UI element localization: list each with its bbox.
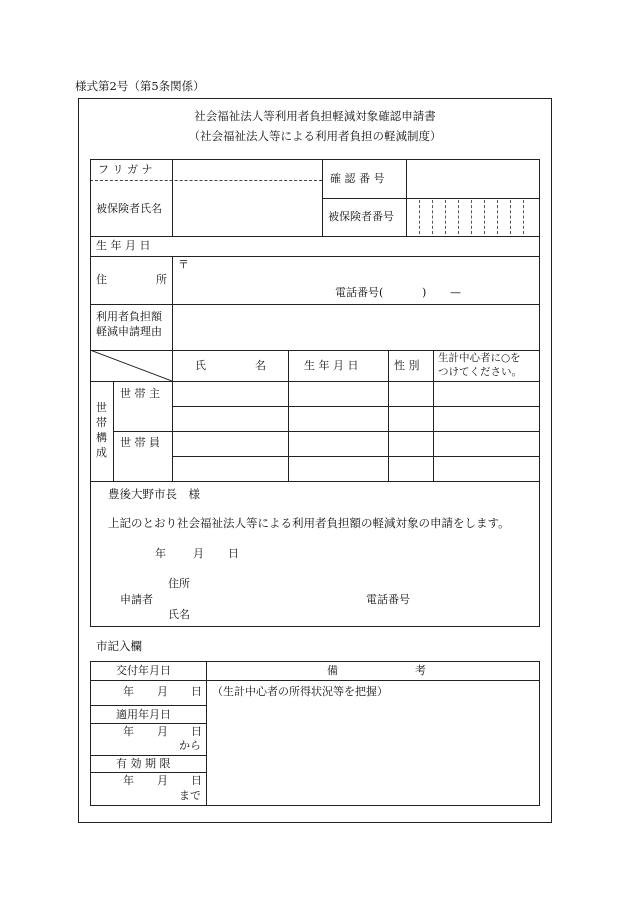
household-vertical-char-1: 世 <box>96 401 107 414</box>
household-vertical-char-2: 帯 <box>96 416 107 429</box>
apply-date-label: 適用年月日 <box>116 708 171 721</box>
household-header-main-line2: つけてください。 <box>438 366 522 378</box>
phone-close-paren: ) <box>422 286 427 299</box>
phone-label: 電話番号( <box>335 286 384 299</box>
household-header-main-line1: 生計中心者に○を <box>438 352 521 364</box>
declaration-statement: 上記のとおり社会福祉法人等による利用者負担額の軽減対象の申請をします。 <box>108 516 510 530</box>
applicant-address-label: 住所 <box>168 577 190 590</box>
form-title: 社会福祉法人等利用者負担軽減対象確認申請書 <box>194 109 436 123</box>
applicant-phone-label: 電話番号 <box>366 593 410 606</box>
declaration-date-month: 月 <box>193 547 204 560</box>
household-header-name-start: 氏 <box>195 359 206 372</box>
household-header-gender: 性 別 <box>394 359 420 372</box>
birthdate-label: 生 年 月 日 <box>96 239 151 252</box>
validity-until: まで <box>179 789 201 802</box>
furigana-label: フ リ ガ ナ <box>98 163 153 176</box>
issue-date-month: 月 <box>157 685 168 698</box>
insured-number-label: 被保険者番号 <box>328 210 394 223</box>
validity-year: 年 <box>123 774 134 787</box>
applicant-label: 申請者 <box>120 593 153 606</box>
address-label-end: 所 <box>156 273 167 286</box>
declaration-date-year: 年 <box>155 547 166 560</box>
addressee: 豊後大野市長 様 <box>108 487 200 501</box>
phone-dash: — <box>450 286 461 299</box>
applicant-name-label: 氏名 <box>168 608 190 621</box>
household-vertical-char-3: 構 <box>96 431 107 444</box>
apply-date-day: 日 <box>191 725 202 738</box>
household-vertical-char-4: 成 <box>96 446 107 459</box>
household-head-label: 世 帯 主 <box>120 387 160 400</box>
reason-label-line1: 利用者負担額 <box>96 310 162 323</box>
issue-date-year: 年 <box>123 685 134 698</box>
apply-date-from: から <box>179 739 201 752</box>
validity-month: 月 <box>157 774 168 787</box>
remarks-label-start: 備 <box>327 664 338 677</box>
household-member-label: 世 帯 員 <box>120 436 160 449</box>
diagonal-corner-cell <box>90 350 172 381</box>
reason-label-line2: 軽減申請理由 <box>96 325 162 338</box>
postal-mark: 〒 <box>178 258 189 271</box>
apply-date-year: 年 <box>123 725 134 738</box>
validity-label: 有 効 期 限 <box>116 757 171 770</box>
remarks-label-end: 考 <box>415 664 426 677</box>
issue-date-label: 交付年月日 <box>116 664 171 677</box>
address-label-start: 住 <box>96 273 107 286</box>
apply-date-month: 月 <box>157 725 168 738</box>
validity-day: 日 <box>191 774 202 787</box>
insured-name-label: 被保険者氏名 <box>96 202 162 215</box>
declaration-date-day: 日 <box>228 547 239 560</box>
remarks-text: （生計中心者の所得状況等を把握） <box>212 685 388 698</box>
household-header-name-end: 名 <box>255 359 266 372</box>
household-header-birthdate: 生 年 月 日 <box>304 359 359 372</box>
form-number-label: 様式第2号（第5条関係） <box>75 79 205 93</box>
form-subtitle: （社会福祉法人等による利用者負担の軽減制度） <box>188 129 442 143</box>
city-section-heading: 市記入欄 <box>96 639 142 653</box>
confirmation-number-label: 確 認 番 号 <box>330 172 385 185</box>
issue-date-day: 日 <box>191 685 202 698</box>
